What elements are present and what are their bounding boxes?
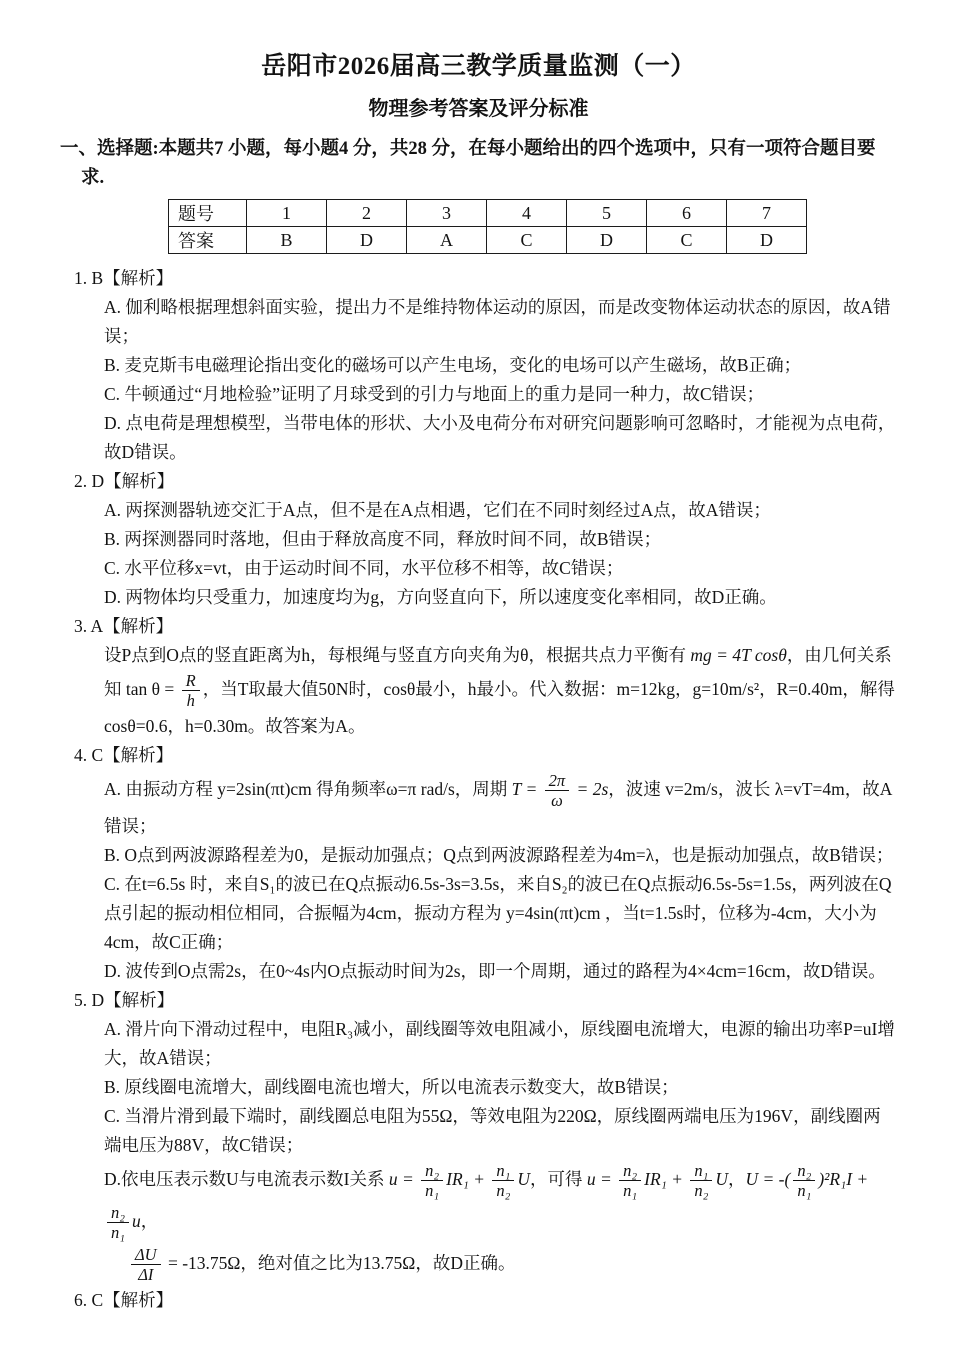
solution-item-2	[60, 467, 897, 612]
solution-line: C. 水平位移x=vt，由于运动时间不同，水平位移不相等，故C错误；	[104, 558, 624, 578]
answer-cell: D	[567, 227, 647, 254]
answer-table	[168, 199, 807, 254]
solution-line: A. 伽利略根据理想斜面实验，提出力不是维持物体运动的原因，而是改变物体运动状态的原因，故A错误；	[104, 297, 891, 346]
solution-line: $\frac{\Delta U}{\Delta I}$ = -13.75Ω，绝对值之比为13.75Ω，故D正确。	[60, 1244, 897, 1286]
math-expression: U	[715, 1168, 728, 1189]
row-label: 答案	[169, 227, 247, 254]
question-number-cell: 2	[327, 200, 407, 227]
page-subtitle: 物理参考答案及评分标准	[368, 98, 589, 120]
solution-line: C. 在t=6.5s 时，来自S₁的波已在Q点振动6.5s-3s=3.5s，来自S₂的波已在Q点振动6.5s-5s=1.5s，两列波在Q点引起的振动相位相同，合振幅为4cm，振动方程为 y=4sin(πt)cm ，当t=1.5s时，位移为-4cm，大小为4cm，故C正确；	[104, 873, 892, 952]
fraction: $\frac{\Delta U}{\Delta I}$	[131, 1245, 161, 1285]
solution-line: A. 两探测器轨迹交汇于A点，但不是在A点相遇，它们在不同时刻经过A点，故A错误；	[104, 500, 771, 520]
math-expression: IR₁ +	[644, 1168, 688, 1189]
solution-answer-heading: 5. D【解析】	[74, 989, 175, 1010]
solution-answer-heading: 6. C【解析】	[74, 1289, 174, 1310]
solution-line: D. 波传到O点需2s，在0~4s内O点振动时间为2s，即一个周期，通过的路程为4×4cm=16cm，故D错误。	[104, 960, 886, 981]
solution-line: C. 牛顿通过“月地检验”证明了月球受到的引力与地面上的重力是同一种力，故C错误；	[104, 384, 765, 404]
question-number-cell: 6	[647, 200, 727, 227]
solution-item-6	[60, 1286, 897, 1315]
math-expression: U = -(	[745, 1168, 791, 1189]
solution-line: A. 由振动方程 y=2sin(πt)cm 得角频率ω=π rad/s，周期 T = $\frac{2\pi}{\omega}$ = 2s，波速 v=2m/s，波长 λ=vT=4m，故A错误；	[104, 770, 893, 836]
math-expression: T =	[511, 778, 542, 799]
answer-table-body	[169, 200, 807, 254]
answer-row	[169, 227, 807, 254]
solution-line: C. 当滑片滑到最下端时，副线圈总电阻为55Ω，等效电阻为220Ω，原线圈两端电压为196V，副线圈两端电压为88V，故C错误；	[104, 1105, 881, 1155]
question-number-cell: 7	[727, 200, 807, 227]
math-expression: u =	[586, 1168, 617, 1189]
solution-line: D. 两物体均只受重力，加速度均为g，方向竖直向下，所以速度变化率相同，故D正确。	[104, 587, 777, 607]
math-expression: U	[517, 1168, 530, 1189]
solution-line: B. 原线圈电流增大，副线圈电流也增大，所以电流表示数变大，故B错误；	[104, 1076, 679, 1097]
fraction: $\frac{\text{n₂}}{\text{n₁}}$	[619, 1161, 641, 1201]
fraction: $\frac{2\pi}{\omega}$	[545, 771, 570, 811]
solution-item-1	[60, 264, 897, 467]
answer-cell: D	[327, 227, 407, 254]
solution-line: D.依电压表示数U与电流表示数I关系 u = $\frac{\text{n₂}}{\text{n₁}}$ IR₁ + $\frac{\text{n₁}}{\text{n₂}}$ U，可得 u = $\frac{\text{n₂}}{\text{n₁}}$ IR₁ + $\frac{\text{n₁}}{\text{n₂}}$ U，U = -( $\frac{\text{n₂}}{\text{n₁}}$ )²R₁I + $\frac{\text{n₂}}{\text{n₁}}$ u，	[104, 1160, 869, 1243]
math-expression: mg = 4T cosθ	[690, 645, 787, 665]
answer-cell: D	[727, 227, 807, 254]
question-number-cell: 4	[487, 200, 567, 227]
solution-line: D. 点电荷是理想模型，当带电体的形状、大小及电荷分布对研究问题影响可忽略时，才能视为点电荷，故D错误。	[104, 413, 896, 462]
solution-line: B. O点到两波源路程差为0，是振动加强点；Q点到两波源路程差为4m=λ，也是振动加强点，故B错误；	[104, 844, 894, 865]
math-expression: u =	[388, 1168, 419, 1189]
row-label: 题号	[169, 200, 247, 227]
math-expression: u	[132, 1210, 141, 1231]
math-expression: IR₁ +	[446, 1168, 490, 1189]
fraction: $\frac{\text{n₂}}{\text{n₁}}$	[421, 1161, 443, 1201]
question-number-row	[169, 200, 807, 227]
answer-cell: A	[407, 227, 487, 254]
solution-line: B. 麦克斯韦电磁理论指出变化的磁场可以产生电场，变化的电场可以产生磁场，故B正确；	[104, 355, 802, 375]
question-number-cell: 5	[567, 200, 647, 227]
fraction: $\frac{R}{h}$	[182, 671, 200, 711]
math-expression: )²R₁I +	[818, 1168, 869, 1189]
page-title: 岳阳市2026届高三教学质量监测（一）	[261, 53, 696, 80]
answer-cell: C	[647, 227, 727, 254]
solutions-list	[60, 264, 897, 1315]
fraction: $\frac{\text{n₂}}{\text{n₁}}$	[793, 1161, 815, 1201]
solution-answer-heading: 4. C【解析】	[74, 744, 174, 765]
solution-answer-heading: 2. D【解析】	[74, 471, 175, 491]
fraction: $\frac{\text{n₂}}{\text{n₁}}$	[107, 1203, 129, 1243]
solution-line: B. 两探测器同时落地，但由于释放高度不同，释放时间不同，故B错误；	[104, 529, 662, 549]
math-expression: = 2s	[572, 778, 609, 799]
answer-cell: C	[487, 227, 567, 254]
question-number-cell: 3	[407, 200, 487, 227]
solution-item-5	[60, 986, 897, 1286]
solution-line: A. 滑片向下滑动过程中，电阻R₃减小，副线圈等效电阻减小，原线圈电流增大，电源的输出功率P=uI增大，故A错误；	[104, 1018, 895, 1068]
fraction: $\frac{\text{n₁}}{\text{n₂}}$	[690, 1161, 712, 1201]
solution-answer-heading: 1. B【解析】	[74, 268, 174, 288]
solution-line: 设P点到O点的竖直距离为h，每根绳与竖直方向夹角为θ，根据共点力平衡有 mg = 4T cosθ，由几何关系知 tan θ = $\frac{R}{h}$ ，当T取最大值50N时，cosθ最小，h最小。代入数据：m=12kg，g=10m/s²，R=0.40m，解得cosθ=0.6，h=0.30m。故答案为A。	[104, 645, 895, 736]
solution-item-4	[60, 741, 897, 986]
section-heading: 一、选择题:本题共7 小题，每小题4 分，共28 分，在每小题给出的四个选项中，只有一项符合题目要求.	[60, 139, 876, 188]
fraction: $\frac{\text{n₁}}{\text{n₂}}$	[492, 1161, 514, 1201]
solution-answer-heading: 3. A【解析】	[74, 616, 174, 636]
solution-item-3	[60, 612, 897, 741]
answer-cell: B	[247, 227, 327, 254]
question-number-cell: 1	[247, 200, 327, 227]
